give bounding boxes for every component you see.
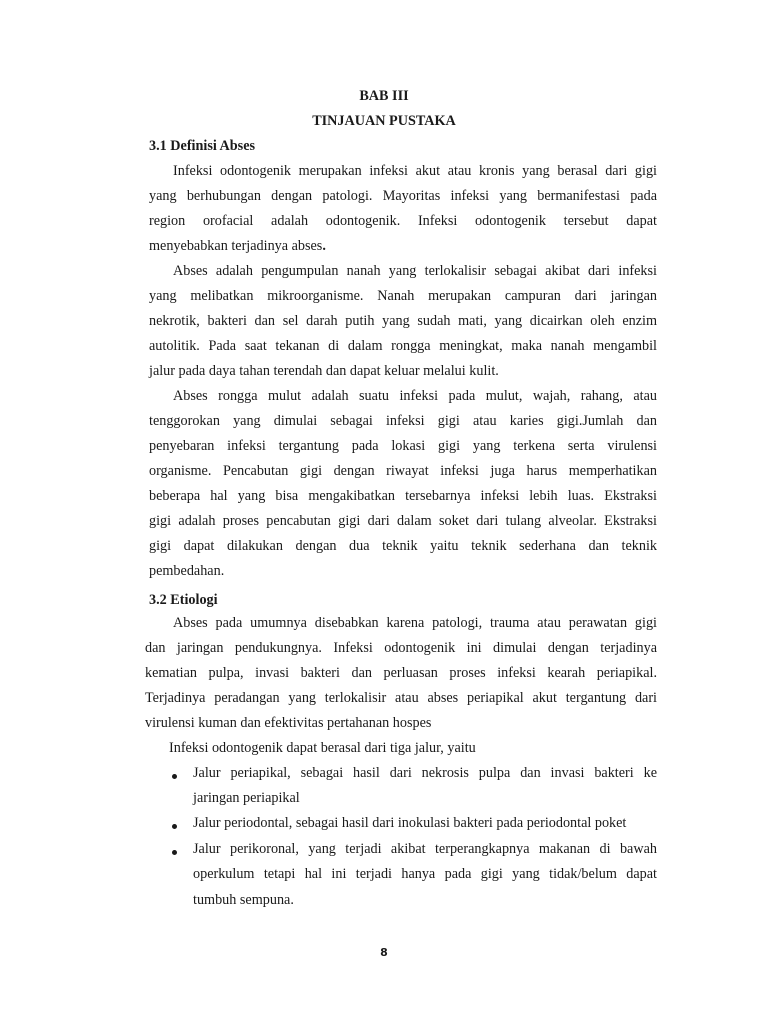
paragraph-line: organisme. Pencabutan gigi dengan riwayat infeksi juga harus memperhatikan [149, 463, 657, 479]
list-intro: Infeksi odontogenik dapat berasal dari tiga jalur, yaitu [169, 740, 476, 756]
paragraph-line: gigi adalah proses pencabutan gigi dari dalam soket dari tulang alveolar. Ekstraksi [149, 513, 657, 529]
paragraph-line: yang berhubungan dengan patologi. Mayoritas infeksi yang bermanifestasi pada [149, 188, 657, 204]
bullet-icon [172, 824, 177, 829]
paragraph-line: jalur pada daya tahan terendah dan dapat keluar melalui kulit. [149, 363, 499, 379]
chapter-label: BAB III [359, 88, 409, 104]
chapter-title: TINJAUAN PUSTAKA [312, 113, 456, 129]
paragraph-line: gigi dapat dilakukan dengan dua teknik yaitu teknik sederhana dan teknik [149, 538, 657, 554]
list-item-line: Jalur perikoronal, yang terjadi akibat terperangkapnya makanan di bawah [193, 841, 657, 857]
paragraph-line: tenggorokan yang dimulai sebagai infeksi gigi atau karies gigi.Jumlah dan [149, 413, 657, 429]
paragraph-line: pembedahan. [149, 563, 225, 579]
paragraph-line: Abses adalah pengumpulan nanah yang terlokalisir sebagai akibat dari infeksi [173, 263, 657, 279]
paragraph-line: region orofacial adalah odontogenik. Infeksi odontogenik tersebut dapat [149, 213, 657, 229]
paragraph-line: beberapa hal yang bisa mengakibatkan tersebarnya infeksi lebih luas. Ekstraksi [149, 488, 657, 504]
list-item-line: Jalur periapikal, sebagai hasil dari nekrosis pulpa dan invasi bakteri ke [193, 765, 657, 781]
paragraph-line: yang melibatkan mikroorganisme. Nanah merupakan campuran dari jaringan [149, 288, 657, 304]
paragraph-line: virulensi kuman dan efektivitas pertahanan hospes [145, 715, 432, 731]
list-item-line: jaringan periapikal [193, 790, 300, 806]
paragraph-line: penyebaran infeksi tergantung pada lokasi gigi yang terkena serta virulensi [149, 438, 657, 454]
list-item-line: operkulum tetapi hal ini terjadi hanya pada gigi yang tidak/belum dapat [193, 866, 657, 882]
section-heading-1: 3.1 Definisi Abses [149, 138, 256, 154]
list-item-line: Jalur periodontal, sebagai hasil dari inokulasi bakteri pada periodontal poket [193, 815, 627, 831]
paragraph-line: Abses rongga mulut adalah suatu infeksi pada mulut, wajah, rahang, atau [173, 388, 657, 404]
paragraph-line: Abses pada umumnya disebabkan karena patologi, trauma atau perawatan gigi [173, 615, 657, 631]
paragraph-line: Terjadinya peradangan yang terlokalisir atau abses periapikal akut tergantung dari [145, 690, 657, 706]
paragraph-line: dan jaringan pendukungnya. Infeksi odontogenik ini dimulai dengan terjadinya [145, 640, 657, 656]
paragraph-line: autolitik. Pada saat tekanan di dalam rongga meningkat, maka nanah mengambil [149, 338, 657, 354]
bullet-icon [172, 850, 177, 855]
page-number: 8 [380, 946, 388, 959]
paragraph-line: nekrotik, bakteri dan sel darah putih yang sudah mati, yang dicairkan oleh enzim [149, 313, 657, 329]
section-heading-2: 3.2 Etiologi [149, 592, 218, 608]
paragraph-line: menyebabkan terjadinya abses. [149, 238, 326, 254]
paragraph-line: kematian pulpa, invasi bakteri dan perluasan proses infeksi kearah periapikal. [145, 665, 657, 681]
paragraph-line: Infeksi odontogenik merupakan infeksi akut atau kronis yang berasal dari gigi [173, 163, 657, 179]
bullet-icon [172, 774, 177, 779]
list-item-line: tumbuh sempuna. [193, 892, 294, 908]
